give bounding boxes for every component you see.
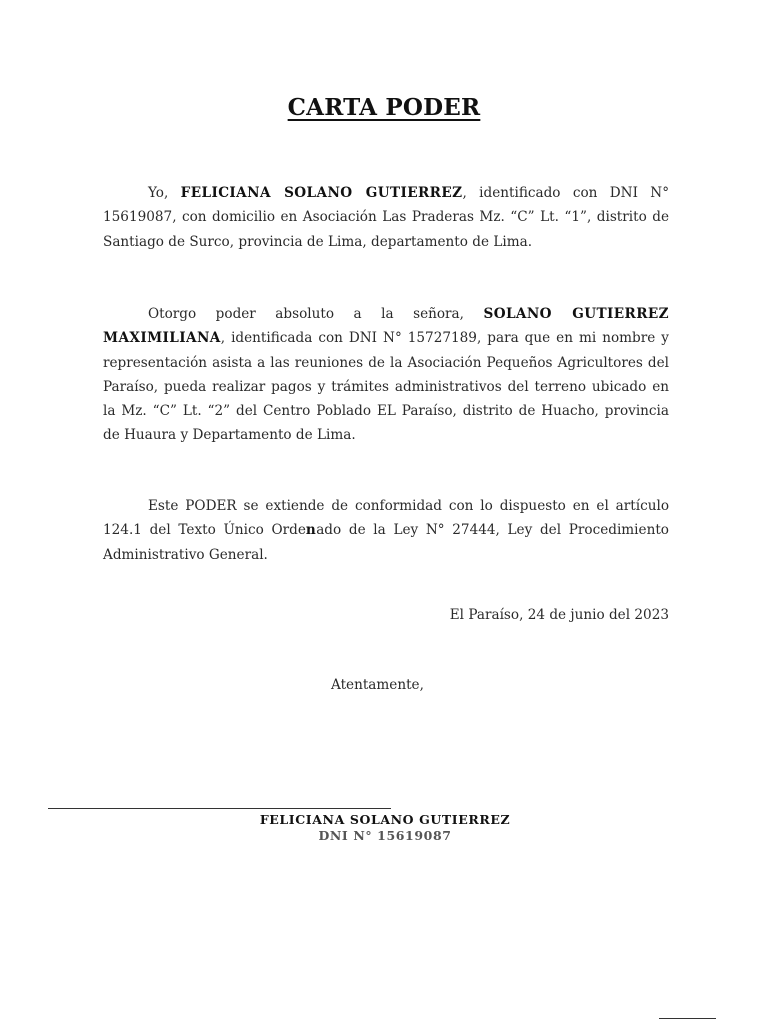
closing-text: Atentamente,: [331, 677, 424, 693]
paragraph-grant: [103, 302, 669, 448]
signatory-name: FELICIANA SOLANO GUTIERREZ: [259, 812, 511, 827]
paragraph-legal-basis-bold-letter: n: [305, 522, 317, 539]
signature-line: [48, 808, 391, 809]
grantor-name: FELICIANA SOLANO GUTIERREZ: [180, 185, 463, 201]
paragraph-legal-basis: [103, 494, 669, 567]
paragraph-grantor-details: , identificado con DNI N° 15619087, con domicilio en Asociación Las Praderas Mz. “C” Lt. “1”, distrito de Santiago de Surco, provincia de Lima, departamento de Lima.: [103, 185, 669, 250]
paragraph-legal-basis-end: ado de la Ley N° 27444, Ley del Procedimiento Administrativo General.: [103, 522, 669, 563]
signatory-dni: DNI N° 15619087: [318, 828, 452, 843]
grantee-name: SOLANO GUTIERREZ MAXIMILIANA: [103, 306, 670, 347]
page-corner-line: [659, 1018, 716, 1019]
document-title: CARTA PODER: [287, 94, 481, 121]
date-line: El Paraíso, 24 de junio del 2023: [449, 607, 669, 623]
paragraph-grantor: [103, 181, 669, 254]
paragraph-grant-intro: Otorgo poder absoluto a la señora,: [148, 306, 484, 322]
paragraph-grant-details: , identificada con DNI N° 15727189, para que en mi nombre y representación asista a las reuniones de la Asociación Pequeños Agricultores del Paraíso, pueda realizar pagos y trámites administrativos del terreno ubicado en la Mz. “C” Lt. “2” del Centro Poblado EL Paraíso, distrito de Huacho, provincia de Huaura y Departamento de Lima.: [103, 330, 669, 444]
paragraph-grantor-intro: Yo,: [148, 185, 181, 201]
paragraph-legal-basis-start: Este PODER se extiende de conformidad con lo dispuesto en el artículo 124.1 del Texto Único Orde: [103, 498, 669, 539]
